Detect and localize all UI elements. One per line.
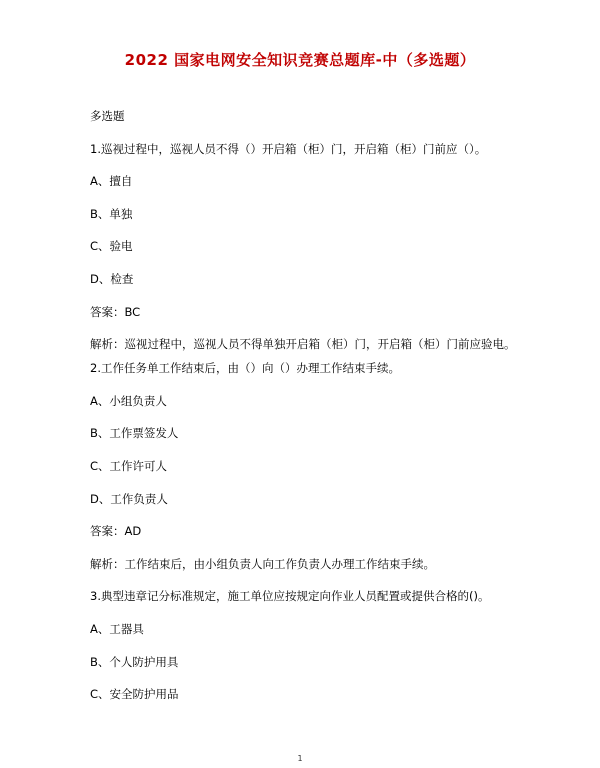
question-1-stem: 1.巡视过程中，巡视人员不得（）开启箱（柜）门，开启箱（柜）门前应（）。 xyxy=(90,141,487,156)
question-2-answer: 答案：AD xyxy=(90,524,142,539)
document-title: 2022 国家电网安全知识竞赛总题库-中（多选题） xyxy=(124,51,476,69)
question-list xyxy=(90,108,530,719)
question-3-stem: 3.典型违章记分标准规定，施工单位应按规定向作业人员配置或提供合格的()。 xyxy=(90,589,490,604)
question-1-option-a: A、擅自 xyxy=(90,174,133,189)
question-1-option-d: D、检查 xyxy=(90,271,134,286)
question-1-option-c: C、验电 xyxy=(90,239,133,254)
question-3-option-c: C、安全防护用品 xyxy=(90,687,179,702)
question-1-analysis: 解析：巡视过程中，巡视人员不得单独开启箱（柜）门，开启箱（柜）门前应验电。 xyxy=(90,336,516,351)
question-1-option-b: B、单独 xyxy=(90,206,133,221)
question-3-option-b: B、个人防护用具 xyxy=(90,654,179,669)
question-3-option-a: A、工器具 xyxy=(90,621,144,636)
question-2-option-a: A、小组负责人 xyxy=(90,393,167,408)
question-2-analysis: 解析：工作结束后，由小组负责人向工作负责人办理工作结束手续。 xyxy=(90,556,435,571)
question-1-answer: 答案：BC xyxy=(90,304,141,319)
question-2-option-b: B、工作票签发人 xyxy=(90,426,179,441)
question-2-stem: 2.工作任务单工作结束后，由（）向（）办理工作结束手续。 xyxy=(90,361,400,376)
section-heading: 多选题 xyxy=(90,109,125,123)
question-2-option-d: D、工作负责人 xyxy=(90,491,168,506)
page-number: 1 xyxy=(297,754,303,763)
question-2-option-c: C、工作许可人 xyxy=(90,458,168,473)
